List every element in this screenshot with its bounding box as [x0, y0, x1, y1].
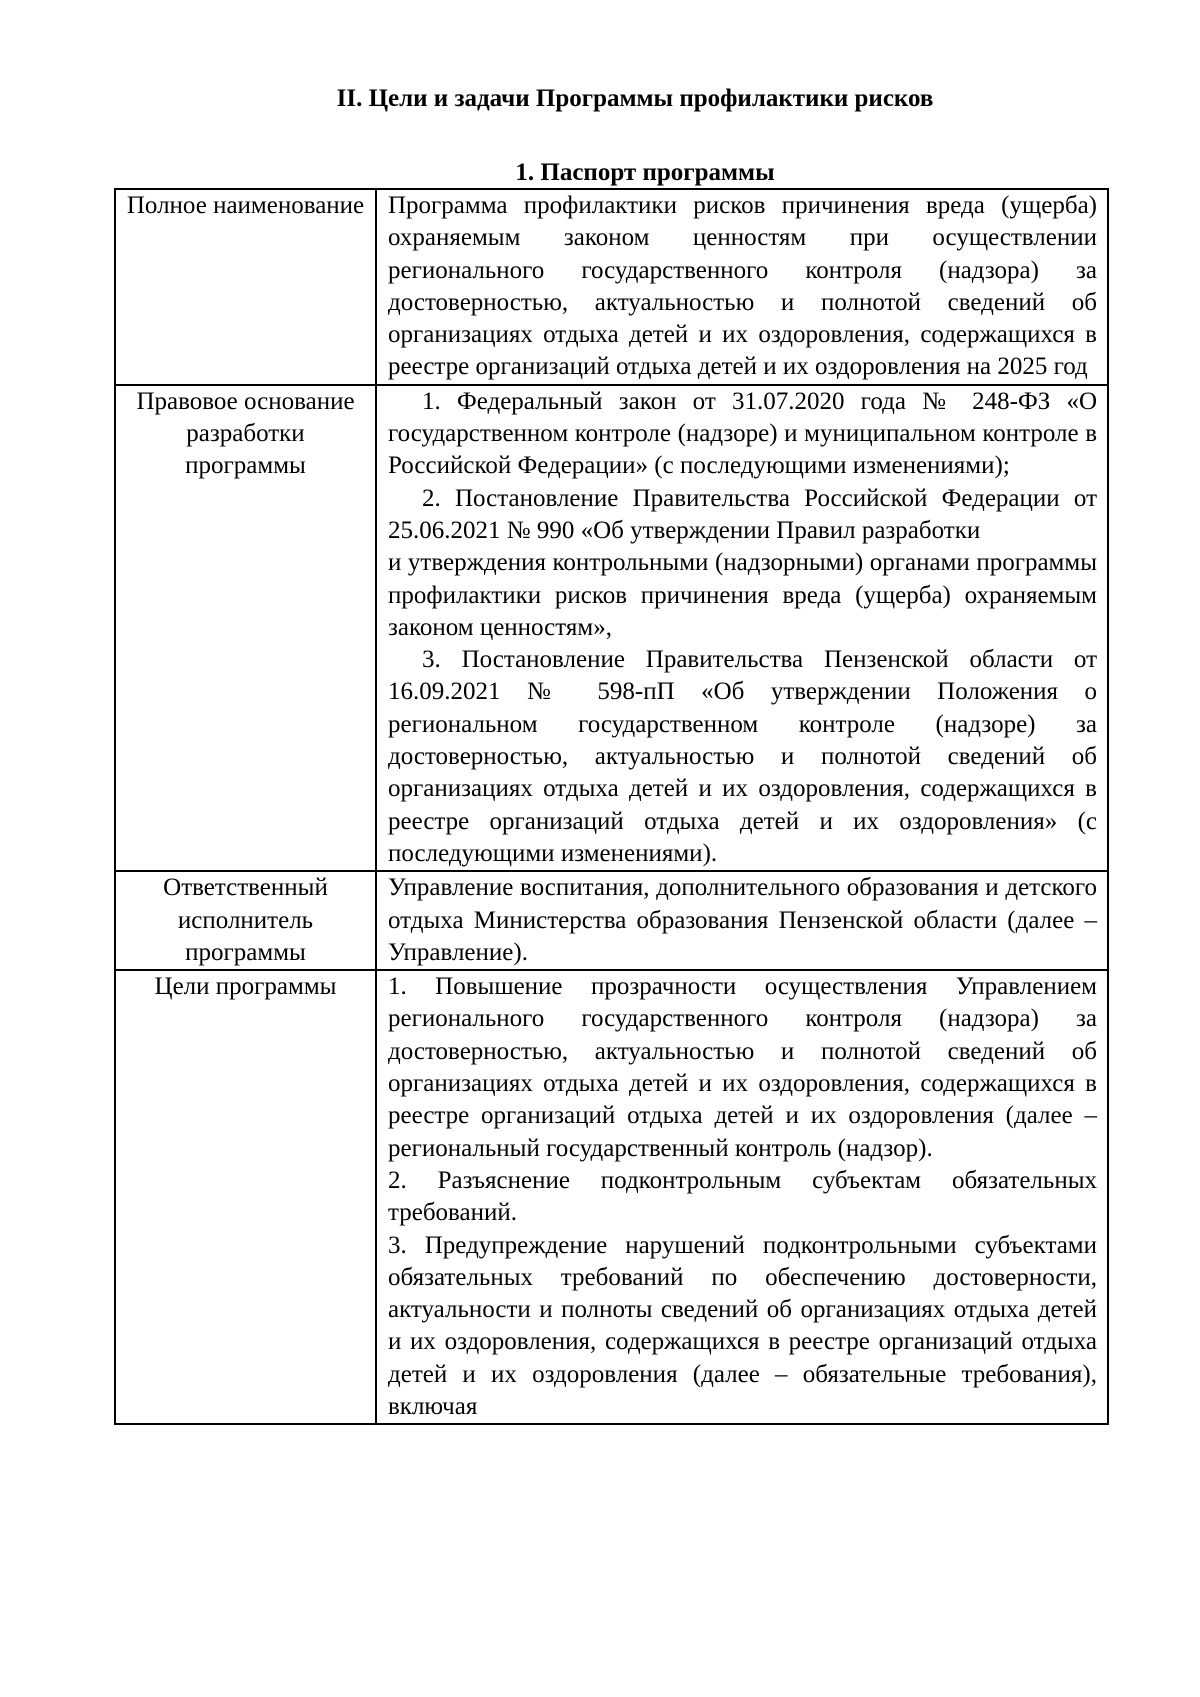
legal-basis-item-2-continued: и утверждения контрольными (надзорными) органами программы профилактики рисков причинения вреда (ущерба) охраняемым законом ценностям», — [388, 549, 1097, 641]
legal-basis-item-2: 2. Постановление Правительства Российской Федерации от 25.06.2021 № 990 «Об утверждении Правил разработки — [388, 484, 1097, 544]
goal-item-1: 1. Повышение прозрачности осуществления Управлением регионального государственного контроля (надзора) за достоверностью, актуальностью и полнотой сведений об организациях отдыха детей и их оздоровления, содержащихся в реестре организаций отдыха детей и их оздоровления (далее – региональный государственный контроль (надзор). — [388, 973, 1097, 1162]
row-content-responsible — [376, 871, 1108, 970]
row-label-legal-basis: Правовое основание разработки программы — [115, 385, 376, 871]
table-row-responsible — [115, 871, 1108, 970]
row-content-legal-basis — [376, 385, 1108, 871]
row-content-full-name — [376, 189, 1108, 385]
goal-item-3: 3. Предупреждение нарушений подконтрольными субъектами обязательных требований по обеспечению достоверности, актуальности и полноты сведений об организациях отдыха детей и их оздоровления, содержащихся в реестре организаций отдыха детей и их оздоровления (далее – обязательные требования), включая — [388, 1231, 1097, 1420]
full-name-text: Программа профилактики рисков причинения вреда (ущерба) охраняемым законом ценностям при осуществлении регионального государственного контроля (надзора) за достоверностью, актуальностью и полнотой сведений об организациях отдыха детей и их оздоровления, содержащихся в реестре организаций отдыха детей и их оздоровления на 2025 год — [388, 192, 1097, 381]
legal-basis-item-3: 3. Постановление Правительства Пензенской области от 16.09.2021 № 598-пП «Об утверждении Положения о региональном государственном контроле (надзоре) за достоверностью, актуальностью и полнотой сведений об организациях отдыха детей и их оздоровления, содержащихся в реестре организаций отдыха детей и их оздоровления» (с последующими изменениями). — [388, 646, 1097, 867]
table-row-full-name — [115, 189, 1108, 385]
responsible-text: Управление воспитания, дополнительного образования и детского отдыха Министерства образования Пензенской области (далее – Управление). — [388, 874, 1097, 966]
legal-basis-item-1: 1. Федеральный закон от 31.07.2020 года № 248-ФЗ «О государственном контроле (надзоре) и муниципальном контроле в Российской Федерации» (с последующими изменениями); — [388, 387, 1097, 480]
section-title: II. Цели и задачи Программы профилактики рисков — [336, 85, 934, 112]
table-row-goals — [115, 970, 1108, 1424]
row-label-goals: Цели программы — [115, 970, 376, 1424]
goal-item-2: 2. Разъяснение подконтрольным субъектам обязательных требований. — [388, 1166, 1097, 1227]
row-content-goals — [376, 970, 1108, 1424]
program-passport-table — [114, 188, 1109, 1425]
table-row-legal-basis — [115, 385, 1108, 871]
row-label-responsible: Ответственный исполнитель программы — [115, 871, 376, 970]
row-label-full-name: Полное наименование — [115, 189, 376, 385]
subsection-title: 1. Паспорт программы — [515, 159, 775, 186]
